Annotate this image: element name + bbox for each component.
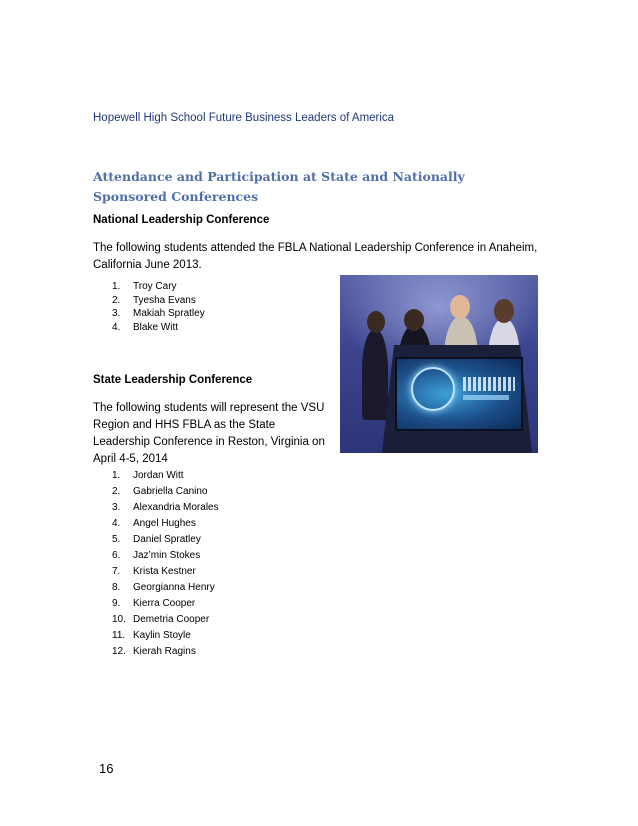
list-number: 2. — [112, 294, 121, 306]
list-item — [112, 564, 219, 580]
list-item — [112, 484, 219, 500]
list-number: 4. — [112, 321, 121, 333]
list-item — [112, 596, 219, 612]
student-name: Angel Hughes — [133, 518, 196, 529]
student-name: Jaz’min Stokes — [133, 550, 201, 561]
list-item — [112, 516, 219, 532]
list-number: 1. — [112, 470, 121, 481]
list-item — [112, 280, 205, 294]
state-conference-heading: State Leadership Conference — [93, 374, 253, 386]
list-number: 7. — [112, 566, 121, 577]
national-student-list — [112, 280, 205, 334]
list-item — [112, 548, 219, 564]
list-number: 2. — [112, 486, 121, 497]
student-name: Blake Witt — [133, 321, 179, 333]
list-number: 11. — [112, 630, 126, 641]
state-conference-paragraph: The following students will represent the VSU Region and HHS FBLA as the State Leadership Conference in Reston, Virginia on April 4-5, 2014 — [93, 402, 325, 465]
list-number: 8. — [112, 582, 121, 593]
list-item — [112, 628, 219, 644]
list-number: 10. — [112, 614, 126, 625]
student-name: Krista Kestner — [133, 566, 196, 577]
podium-screen — [395, 357, 523, 431]
student-name: Tyesha Evans — [133, 294, 196, 306]
national-conference-heading: National Leadership Conference — [93, 214, 270, 226]
list-number: 3. — [112, 502, 121, 513]
student-name: Kierra Cooper — [133, 598, 196, 609]
student-name: Georgianna Henry — [133, 582, 215, 593]
list-number: 12. — [112, 646, 126, 657]
student-name: Daniel Spratley — [133, 534, 201, 545]
list-number: 9. — [112, 598, 121, 609]
list-item — [112, 580, 219, 596]
list-item — [112, 468, 219, 484]
list-number: 3. — [112, 308, 121, 319]
state-student-list — [112, 468, 219, 660]
list-number: 1. — [112, 281, 121, 292]
national-conference-paragraph: The following students attended the FBLA National Leadership Conference in Anaheim, California June 2013. — [93, 242, 538, 271]
list-number: 4. — [112, 518, 121, 529]
list-item — [112, 612, 219, 628]
fbla-logo-icon — [411, 367, 455, 411]
student-name: Kaylin Stoyle — [133, 630, 191, 641]
student-name: Jordan Witt — [133, 470, 184, 481]
section-title: Attendance and Participation at State and Nationally Sponsored Conferences — [93, 169, 465, 204]
document-header: Hopewell High School Future Business Leaders of America — [93, 112, 395, 124]
list-item — [112, 500, 219, 516]
list-number: 5. — [112, 534, 121, 545]
student-name: Alexandria Morales — [133, 502, 219, 513]
list-item — [112, 644, 219, 660]
student-name: Kierah Ragins — [133, 646, 196, 657]
conference-photo — [340, 275, 538, 453]
list-item — [112, 321, 205, 335]
list-number: 6. — [112, 550, 121, 561]
student-name: Makiah Spratley — [133, 308, 205, 319]
page-number: 16 — [99, 761, 114, 776]
student-name: Troy Cary — [133, 281, 177, 292]
student-name: Demetria Cooper — [133, 614, 210, 625]
student-name: Gabriella Canino — [133, 486, 208, 497]
list-item — [112, 294, 205, 308]
list-item — [112, 532, 219, 548]
list-item — [112, 307, 205, 321]
